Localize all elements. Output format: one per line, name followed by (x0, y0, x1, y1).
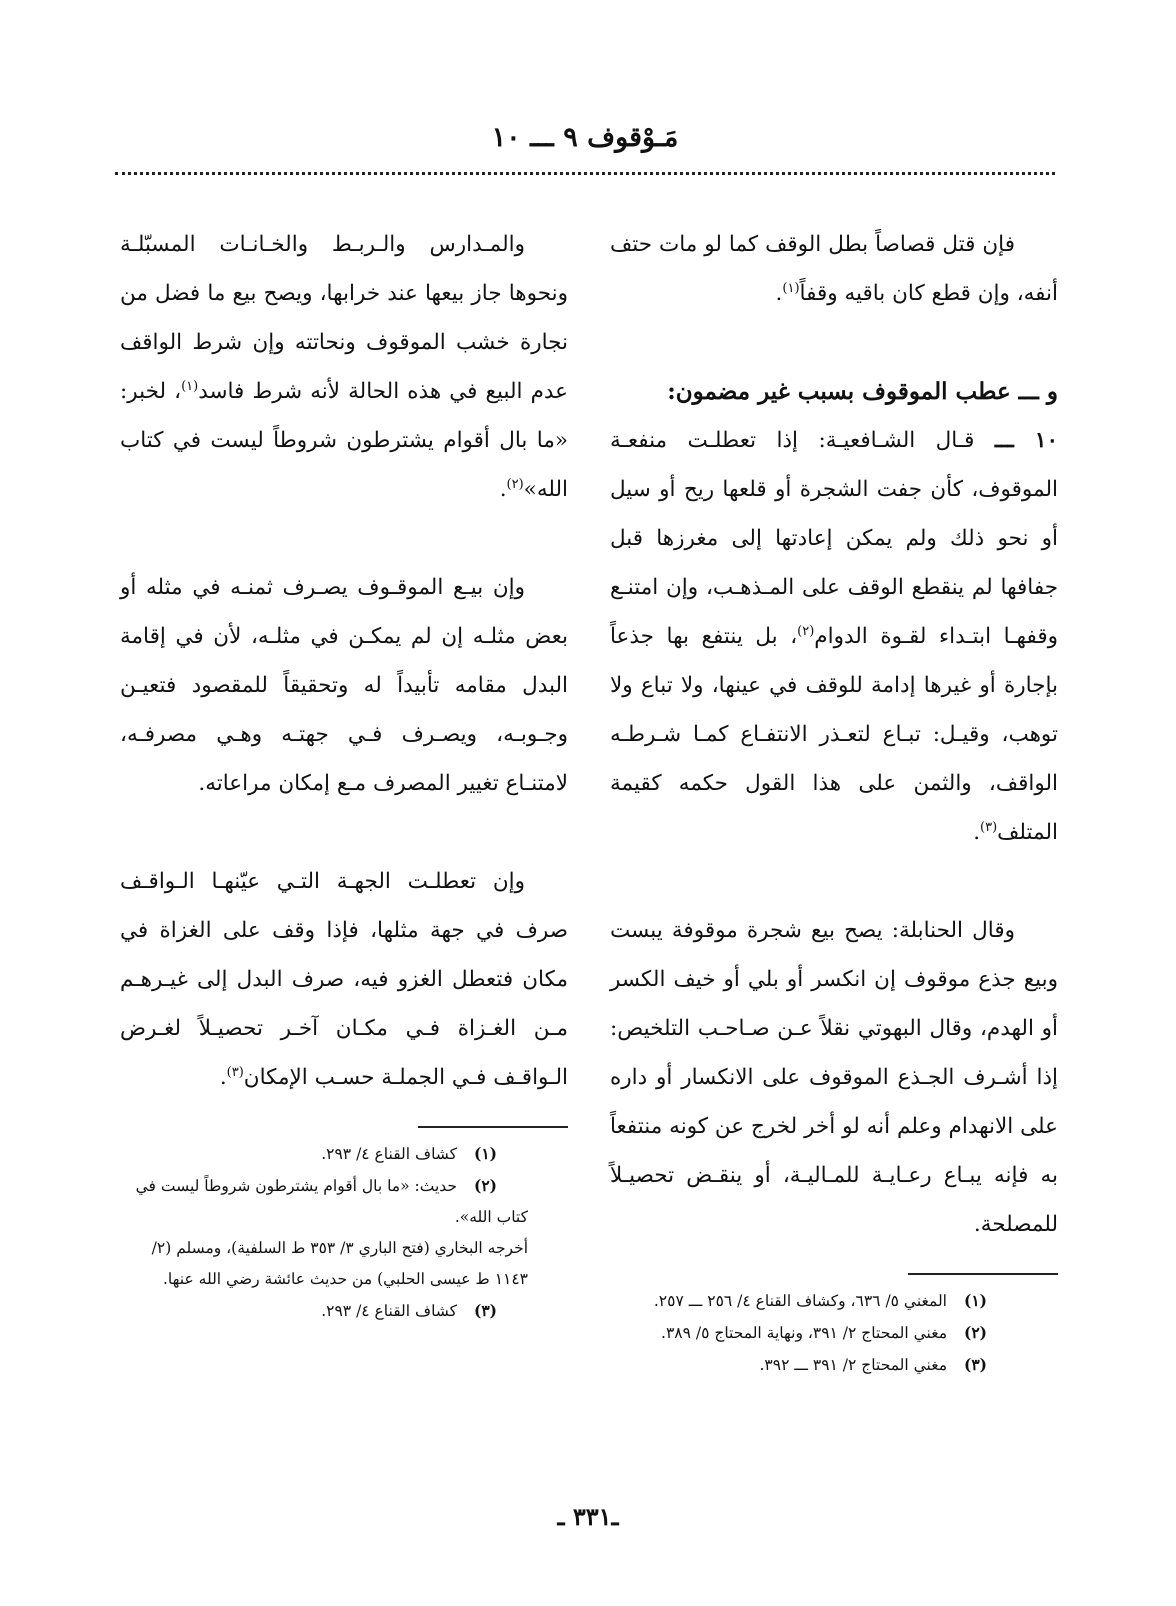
footnote-text: حديث: «ما بال أقوام يشترطون شروطاً ليست في كتاب الله». (135, 1177, 528, 1226)
punctuation: . (973, 820, 981, 845)
footnote-rule (908, 1273, 1058, 1275)
footnote (610, 1317, 1058, 1349)
right-paragraph-2 (610, 416, 1058, 857)
left-paragraph-3-text: وإن تعطلـت الجهـة التـي عيّنهـا الـواقـف صرف في جهة مثلها، فإذا وقف على الغزاة في مكان فتعطل الغزو فيه، صرف البدل إلى غيـرهـم مـن الغـزاة فـي مكـان آخـر تحصيـلاً لغـرض الـواقـف فـي الجملـة حسـب الإمكان (120, 869, 568, 1090)
left-paragraph-1-text-b: ، لخبر: «ما بال أقوام يشترطون شروطاً ليست في كتاب الله» (120, 379, 568, 502)
right-paragraph-2-text-b: ، بل ينتفع بها جذعاً بإجارة أو غيرها إدامة للوقف في عينها، ولا تباع ولا توهب، وقيـل: تبـاع لتعـذر الانتفـاع كمـا شـرطـه الواقف، والثمن على هذا القول حكمه كقيمة المتلف (610, 624, 1058, 845)
left-column (120, 220, 568, 1327)
punctuation: . (499, 477, 507, 502)
footnote-number: (١) (963, 1291, 987, 1310)
footnote-ref[interactable]: (١) (782, 280, 800, 296)
footnote (610, 1285, 1058, 1317)
footnote (120, 1295, 568, 1327)
footnote-text: مغني المحتاج ٢/ ٣٩١، ونهاية المحتاج ٥/ ٣٨٩. (661, 1324, 947, 1342)
left-paragraph-2: وإن بيـع الموقـوف يصـرف ثمنـه في مثله أو بعض مثلـه إن لم يمكـن في مثلـه، لأن في إقامة البدل مقامه تأبيداً له وتحقيقاً للمقصود فتعيـن وجـوبـه، ويصـرف فـي جهتـه وهـي مصرفـه، لامتنـاع تغيير المصرف مـع إمكان مراعاته. (120, 575, 568, 796)
right-column (610, 220, 1058, 1381)
footnote-ref[interactable]: (٣) (226, 1064, 244, 1080)
footnote-text: المغني ٥/ ٦٣٦، وكشاف القناع ٤/ ٢٥٦ ـــ ٢٥٧. (653, 1292, 947, 1310)
footnote-number: (٢) (473, 1176, 497, 1195)
footnote-number: (٢) (963, 1323, 987, 1342)
header-dotted-rule (115, 172, 1055, 175)
footnote-text: كشاف القناع ٤/ ٢٩٣. (321, 1302, 457, 1320)
page-number: ـ٣٣١ ـ (557, 1502, 619, 1531)
punctuation: . (775, 281, 783, 306)
left-paragraph-1-text-a: والمـدارس والـربـط والخـانـات المسبّلـة ونحوها جاز بيعها عند خرابها، ويصح بيع ما فضل من نجارة خشب الموقوف ونحاتته وإن شرط الواقف عدم البيع في هذه الحالة لأنه شرط فاسد (120, 232, 568, 404)
footnote-text: كشاف القناع ٤/ ٢٩٣. (321, 1145, 457, 1163)
footnote-number: (١) (473, 1144, 497, 1163)
footnote-text: مغني المحتاج ٢/ ٣٩١ ـــ ٣٩٢. (759, 1356, 947, 1374)
right-paragraph-1-text: فإن قتل قصاصاً بطل الوقف كما لو مات حتف أنفه، وإن قطع كان باقيه وقفاً (610, 232, 1058, 306)
section-heading: و ـــ عطب الموقوف بسبب غير مضمون: (667, 378, 1058, 405)
footnote (120, 1170, 568, 1233)
right-paragraph-2-text-a: قـال الشـافعيـة: إذا تعطلـت منفعـة الموقوف، كأن جفت الشجرة أو قلعها ريح أو سيل أو نحو ذلك ولم يمكن إعادتها إلى مغرزها قبل جفافها لم ينقطع الوقف على المـذهـب، وإن امتنـع وقفهـا ابتـداء لقـوة الدوام (610, 428, 1058, 649)
right-paragraph-3: وقال الحنابلة: يصح بيع شجرة موقوفة يبست وبيع جذع موقوف إن انكسر أو بلي أو خيف الكسر أو الهدم، وقال البهوتي نقلاً عـن صـاحـب التلخيص: إذا أشـرف الجـذع الموقوف على الانكسار أو داره على الانهدام وعلم أنه لو أخر لخرج عن كونه منتفعاً به فإنه يبـاع رعـايـة للمـاليـة، أو ينقـض تحصيـلاً للمصلحة. (610, 918, 1058, 1237)
item-number: ١٠ ـــ (994, 428, 1058, 453)
footnote (120, 1138, 568, 1170)
footnote-continuation: أخرجه البخاري (فتح الباري ٣/ ٣٥٣ ط السلفية)، ومسلم (٢/ ١١٤٣ ط عيسى الحلبي) من حديث عائشة رضي الله عنها. (151, 1239, 528, 1288)
running-header: مَـوْقوف ٩ ـــ ١٠ (491, 122, 679, 153)
footnote-ref[interactable]: (٣) (980, 819, 998, 835)
footnote-number: (٣) (473, 1301, 497, 1320)
footnote-ref[interactable]: (٢) (797, 623, 815, 639)
punctuation: . (219, 1065, 227, 1090)
footnote-ref[interactable]: (٢) (506, 476, 524, 492)
left-paragraph-1 (120, 220, 568, 514)
footnote-rule (418, 1126, 568, 1128)
right-paragraph-1 (610, 220, 1058, 318)
footnote-number: (٣) (963, 1355, 987, 1374)
footnote (610, 1349, 1058, 1381)
left-paragraph-3 (120, 857, 568, 1102)
footnote-ref[interactable]: (١) (181, 378, 199, 394)
